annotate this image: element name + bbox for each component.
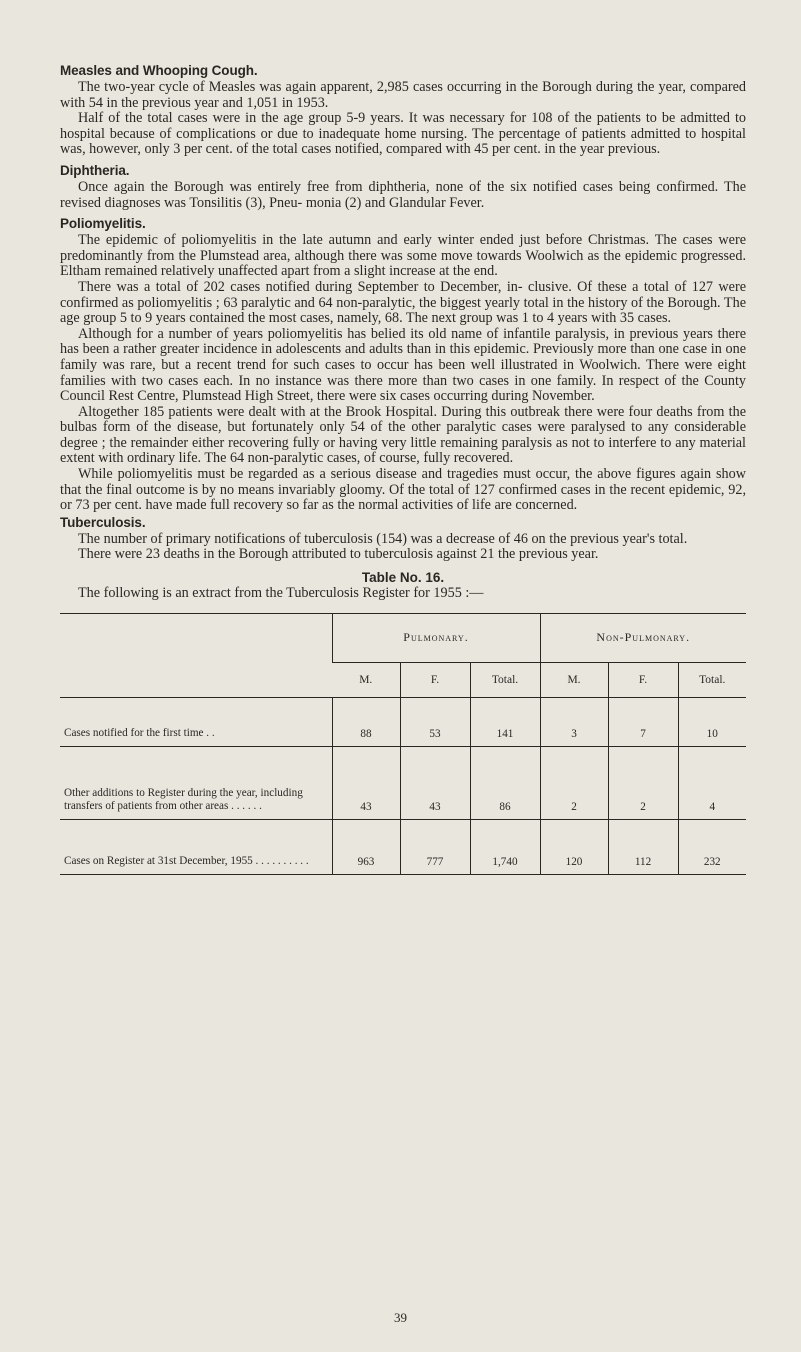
column-header-m: M. — [332, 662, 400, 697]
table-cell: 2 — [540, 746, 608, 819]
heading-measles: Measles and Whooping Cough. — [60, 63, 258, 78]
group-header-non-pulmonary: Non-Pulmonary. — [540, 613, 746, 662]
paragraph: There was a total of 202 cases notified during September to December, in- clusive. Of these a total of 127 were confirmed as poliomyelitis ; 63 paralytic and 64 non-paralytic, the biggest yearly total in the history of the Borough. The age group 5 to 9 years contained the most cases, namely, 68. The next group was 1 to 4 years with 35 cases. — [60, 278, 746, 327]
column-header-total: Total. — [678, 662, 746, 697]
document-page — [60, 62, 746, 875]
heading-poliomyelitis: Poliomyelitis. — [60, 216, 146, 232]
column-header-m: M. — [540, 662, 608, 697]
table-cell: 112 — [608, 819, 678, 874]
row-header-blank — [60, 613, 332, 697]
row-label: Cases notified for the first time . . — [60, 697, 332, 746]
table-row — [60, 819, 746, 874]
table-cell: 88 — [332, 697, 400, 746]
column-header-f: F. — [400, 662, 470, 697]
paragraph: Half of the total cases were in the age group 5-9 years. It was necessary for 108 of the patients to be admitted to hospital because of complications or due to inadequate home nursing. The percentage of patients admitted to hospital was, however, only 3 per cent. of the total cases notified, compared with 45 per cent. in the year previous. — [60, 110, 746, 158]
table-row — [60, 746, 746, 819]
table-cell: 2 — [608, 746, 678, 819]
table-cell: 53 — [400, 697, 470, 746]
table-row — [60, 697, 746, 746]
table-cell: 3 — [540, 697, 608, 746]
group-header-pulmonary: Pulmonary. — [332, 613, 540, 662]
heading-diphtheria: Diphtheria. — [60, 162, 130, 178]
paragraph: The number of primary notifications of tuberculosis (154) was a decrease of 46 on the previous year's total. — [78, 530, 688, 547]
table-cell: 141 — [470, 697, 540, 746]
table-title: Table No. 16. — [361, 570, 445, 586]
tuberculosis-register-table — [60, 613, 746, 875]
table-intro: The following is an extract from the Tuberculosis Register for 1955 :— — [78, 585, 484, 602]
row-label: Other additions to Register during the year, including transfers of patients from other areas . . . . . . — [60, 746, 332, 819]
page-number: 39 — [394, 1310, 407, 1325]
table-cell: 4 — [678, 746, 746, 819]
paragraph: The two-year cycle of Measles was again apparent, 2,985 cases occurring in the Borough during the year, compared with 54 in the previous year and 1,051 in 1953. — [60, 79, 746, 111]
table-cell: 10 — [678, 697, 746, 746]
table-cell: 43 — [400, 746, 470, 819]
table-cell: 1,740 — [470, 819, 540, 874]
paragraph: The epidemic of poliomyelitis in the late autumn and early winter ended just before Christmas. The cases were predominantly from the Plumstead area, although there was some move towards Woolwich as the epidemic progressed. Eltham remained relatively unaffected apart from a slight increase at the end. — [60, 232, 746, 280]
paragraph: Although for a number of years poliomyelitis has belied its old name of infantile paralysis, in previous years there has been a rather greater incidence in adolescents and adults than in this epidemic. Previously more than one case in one family was rare, but a recent trend for such cases to occur has been well illustrated in Woolwich. There were eight families with two cases each. In no instance was there more than two cases in one family. In respect of the County Council Rest Centre, Plumstead High Street, there were six cases occurring during November. — [60, 325, 746, 405]
paragraph: While poliomyelitis must be regarded as a serious disease and tragedies must occur, the above figures again show that the final outcome is by no means invariably gloomy. Of the total of 127 confirmed cases in the recent epidemic, 92, or 73 per cent. have made full recovery so far as the normal activities of life are concerned. — [60, 466, 746, 514]
heading-tuberculosis: Tuberculosis. — [60, 514, 146, 530]
table-cell: 963 — [332, 819, 400, 874]
table-cell: 86 — [470, 746, 540, 819]
column-header-f: F. — [608, 662, 678, 697]
row-label: Cases on Register at 31st December, 1955 . . . . . . . . . . — [60, 819, 332, 874]
column-header-total: Total. — [470, 662, 540, 697]
paragraph: Altogether 185 patients were dealt with at the Brook Hospital. During this outbreak there were four deaths from the bulbas form of the disease, but fortunately only 54 of the other paralytic cases were paralysed to any considerable degree ; the remainder either recovering fully or having very little remaining paralysis as not to interfere to any material extent with ordinary life. The 64 non-paralytic cases, of course, fully recovered. — [60, 403, 746, 467]
table-cell: 43 — [332, 746, 400, 819]
paragraph: Once again the Borough was entirely free from diphtheria, none of the six notified cases being confirmed. The revised diagnoses was Tonsilitis (3), Pneu- monia (2) and Glandular Fever. — [60, 178, 746, 211]
table-cell: 120 — [540, 819, 608, 874]
paragraph: There were 23 deaths in the Borough attributed to tuberculosis against 21 the previous year. — [78, 546, 599, 563]
table-cell: 777 — [400, 819, 470, 874]
table-cell: 232 — [678, 819, 746, 874]
table-cell: 7 — [608, 697, 678, 746]
